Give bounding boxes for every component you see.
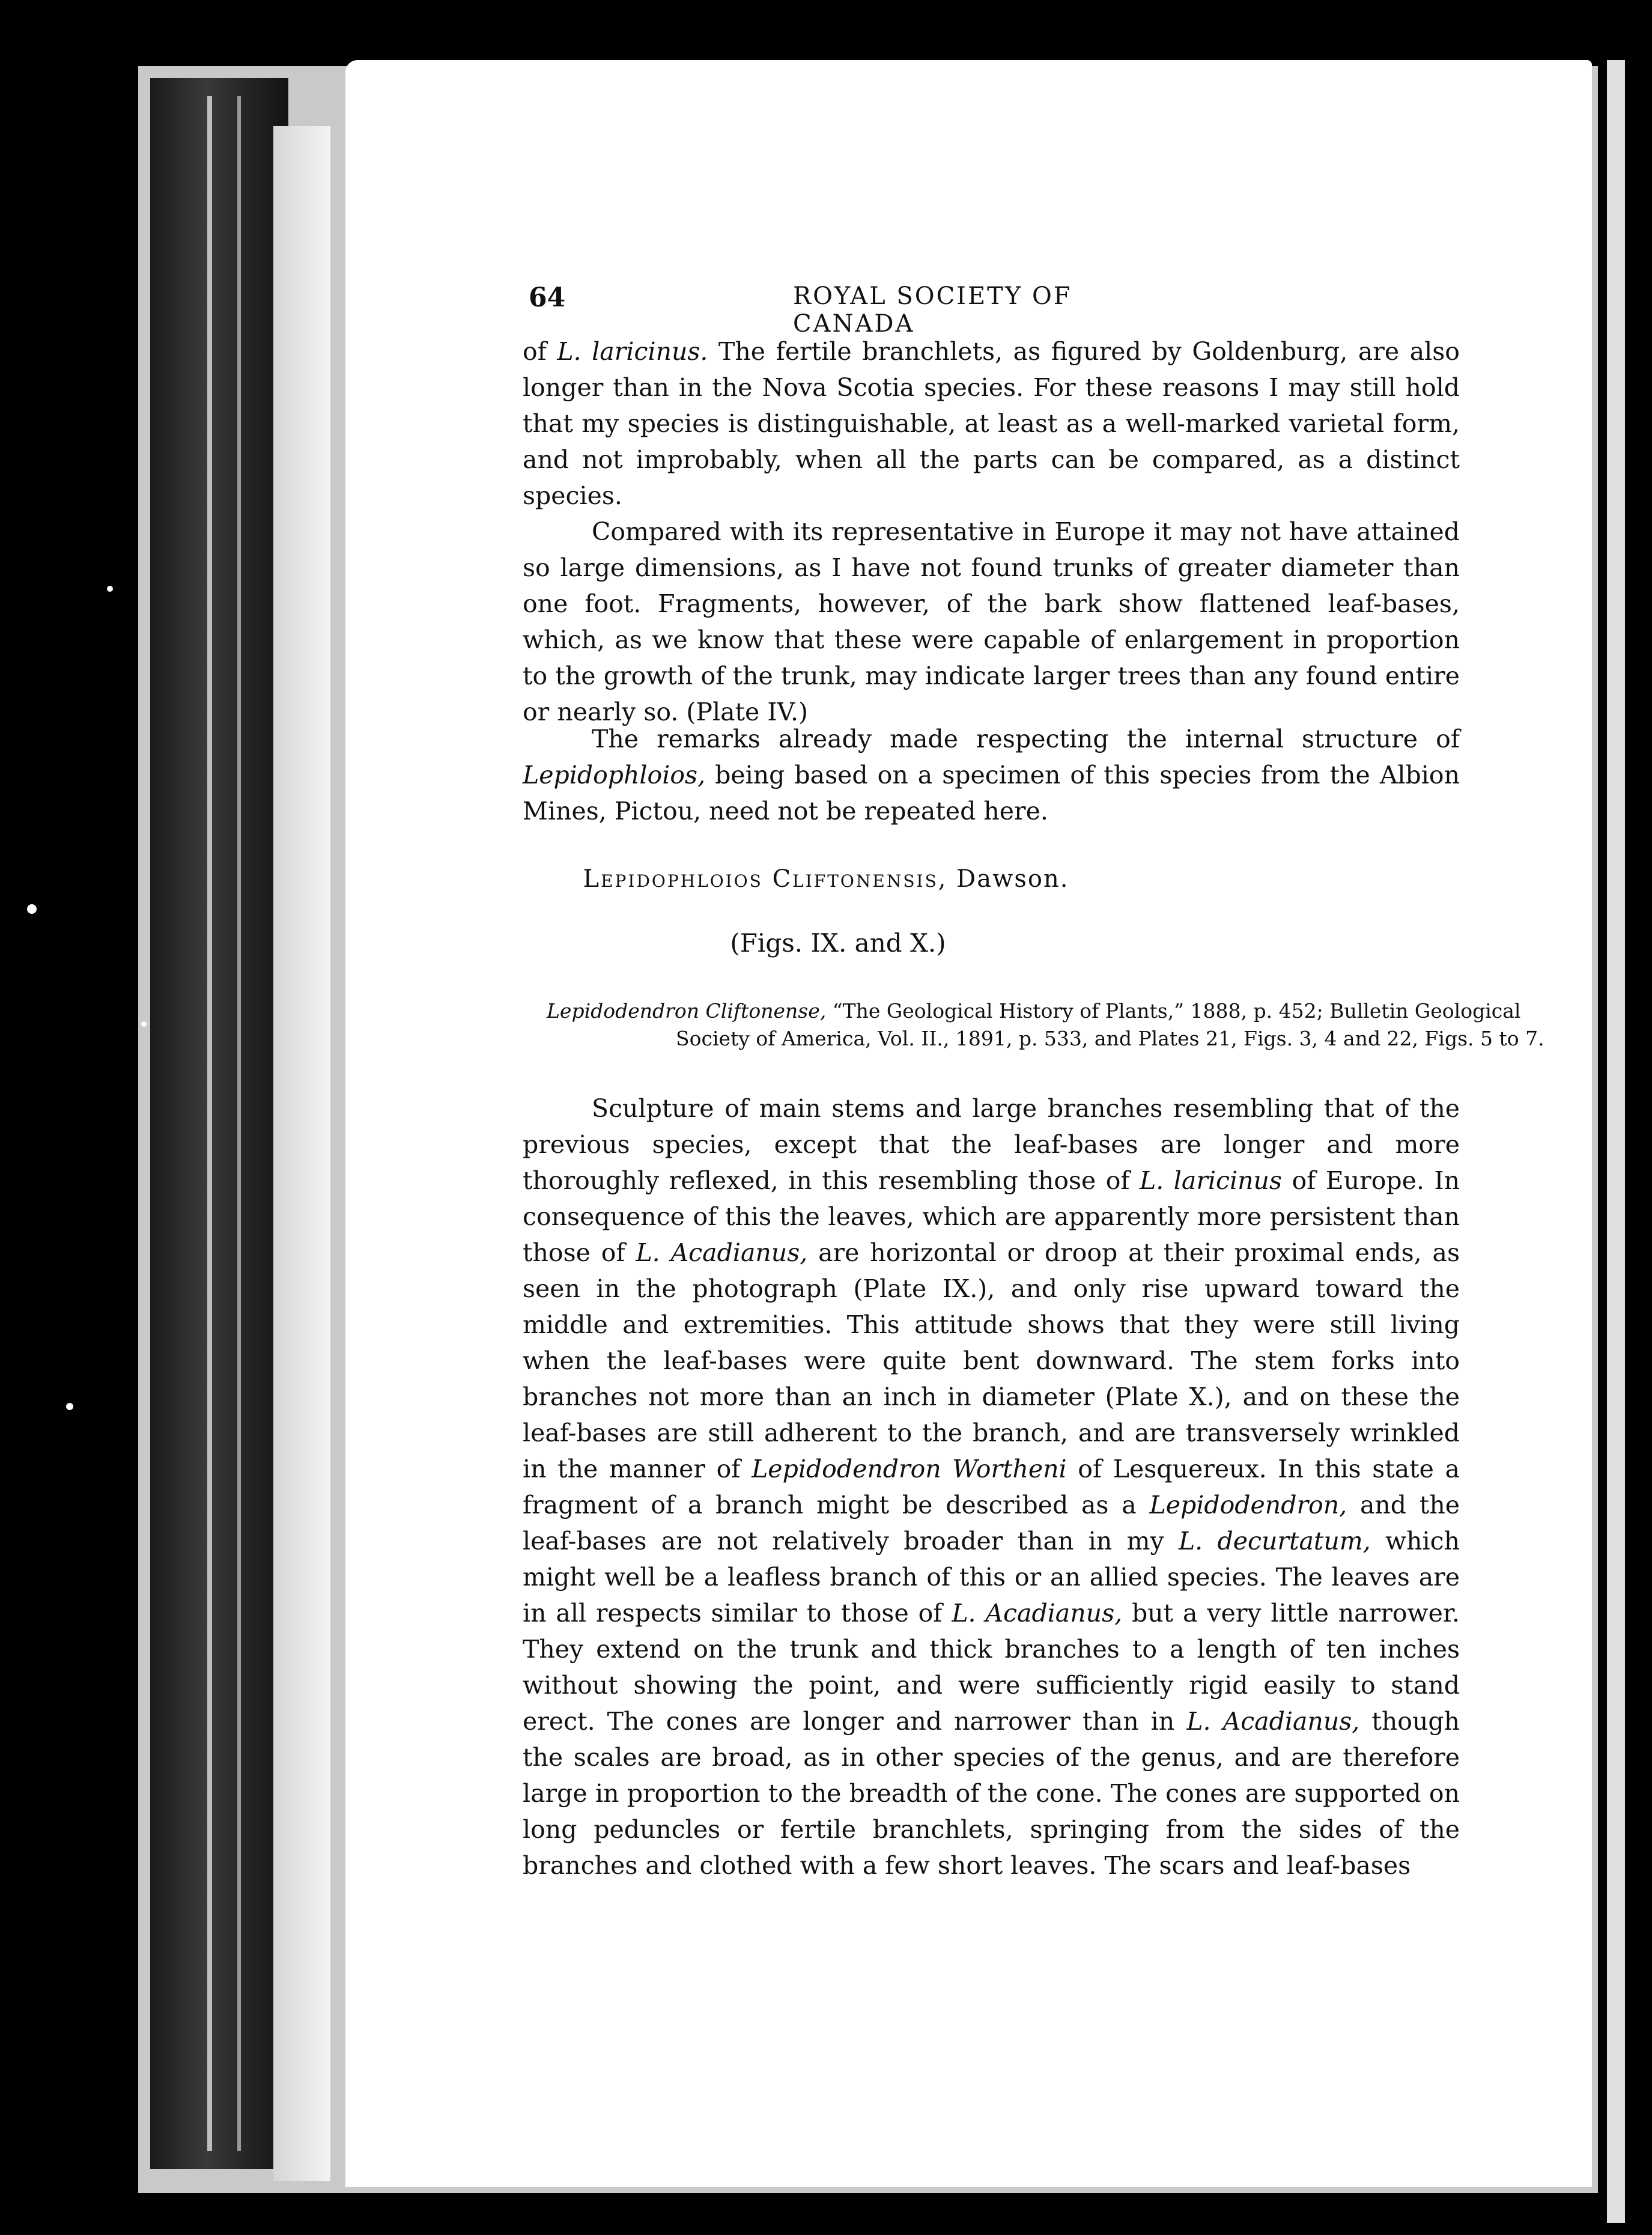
figures-reference: (Figs. IX. and X.)	[730, 928, 946, 958]
page-number: 64	[529, 282, 566, 313]
page-edge-stripe	[237, 96, 241, 2151]
citation-species: Lepidodendron Cliftonense,	[547, 999, 827, 1023]
running-head: ROYAL SOCIETY OF CANADA	[793, 282, 1072, 338]
scan-speck	[27, 904, 37, 914]
page-edge-stripe	[207, 96, 212, 2151]
right-page-edge	[1607, 60, 1625, 2223]
section-heading	[0, 865, 1652, 893]
paragraph-4: Sculpture of main stems and large branches resembling that of the previous species, except that the leaf-bases are longer and more thoroughly reflexed, in this resembling those of L. laricinus of Europe. In consequence of this the leaves, which are apparently more persistent than those of L. Acadianus, are horizontal or droop at their proximal ends, as seen in the photograph (Plate IX.), and only rise upward toward the middle and extremities. This attitude shows that they were still living when the leaf-bases were quite bent downward. The stem forks into branches not more than an inch in diameter (Plate X.), and on these the leaf-bases are still adherent to the branch, and are transversely wrinkled in the manner of Lepidodendron Wortheni of Lesquereux. In this state a fragment of a branch might be described as a Lepidodendron, and the leaf-bases are not relatively broader than in my L. decurtatum, which might well be a leafless branch of this or an allied species. The leaves are in all respects similar to those of L. Acadianus, but a very little narrower. They extend on the trunk and thick branches to a length of ten inches without showing the point, and were sufficiently rigid easily to stand erect. The cones are longer and narrower than in L. Acadianus, though the scales are broad, as in other species of the genus, and are therefore large in proportion to the breadth of the cone. The cones are supported on long peduncles or fertile branchlets, springing from the sides of the branches and clothed with a few short leaves. The scars and leaf-bases	[523, 1094, 1460, 1880]
page-header	[529, 282, 1189, 338]
underlying-page-strip	[273, 126, 330, 2181]
section-author: Dawson.	[947, 865, 1069, 893]
species-name: L. laricinus.	[557, 337, 708, 366]
paragraph-3: The remarks already made respecting the internal structure of Lepidophloios, being based on a specimen of this species from the Albion Mines, Pictou, need not be repeated here.	[523, 725, 1460, 826]
scan-speck	[141, 1021, 147, 1027]
section-species: Lepidophloios Cliftonensis,	[583, 865, 948, 893]
scan-speck	[107, 586, 113, 592]
paragraph-1: of L. laricinus. The fertile branchlets, as figured by Goldenburg, are also longer than in the Nova Scotia species. For these reasons I may still hold that my species is distinguishable, at least as a well-marked varietal form, and not improbably, when all the parts can be compared, as a distinct species.	[523, 337, 1460, 510]
genus-name: Lepidophloios,	[523, 761, 706, 789]
synonymy-citation: Lepidodendron Cliftonense, “The Geological History of Plants,” 1888, p. 452; Bulletin Geological Society of America, Vol. II., 1891, p. 533, and Plates 21, Figs. 3, 4 and 22, Figs. 5 to 7.	[547, 999, 1544, 1050]
scan-speck	[66, 1403, 73, 1410]
book-spine-shadow	[150, 78, 288, 2169]
paragraph-2: Compared with its representative in Europe it may not have attained so large dimensions, as I have not found trunks of greater diameter than one foot. Fragments, however, of the bark show flattened leaf-bases, which, as we know that these were capable of enlargement in proportion to the growth of the trunk, may indicate larger trees than any found entire or nearly so. (Plate IV.)	[523, 517, 1460, 726]
